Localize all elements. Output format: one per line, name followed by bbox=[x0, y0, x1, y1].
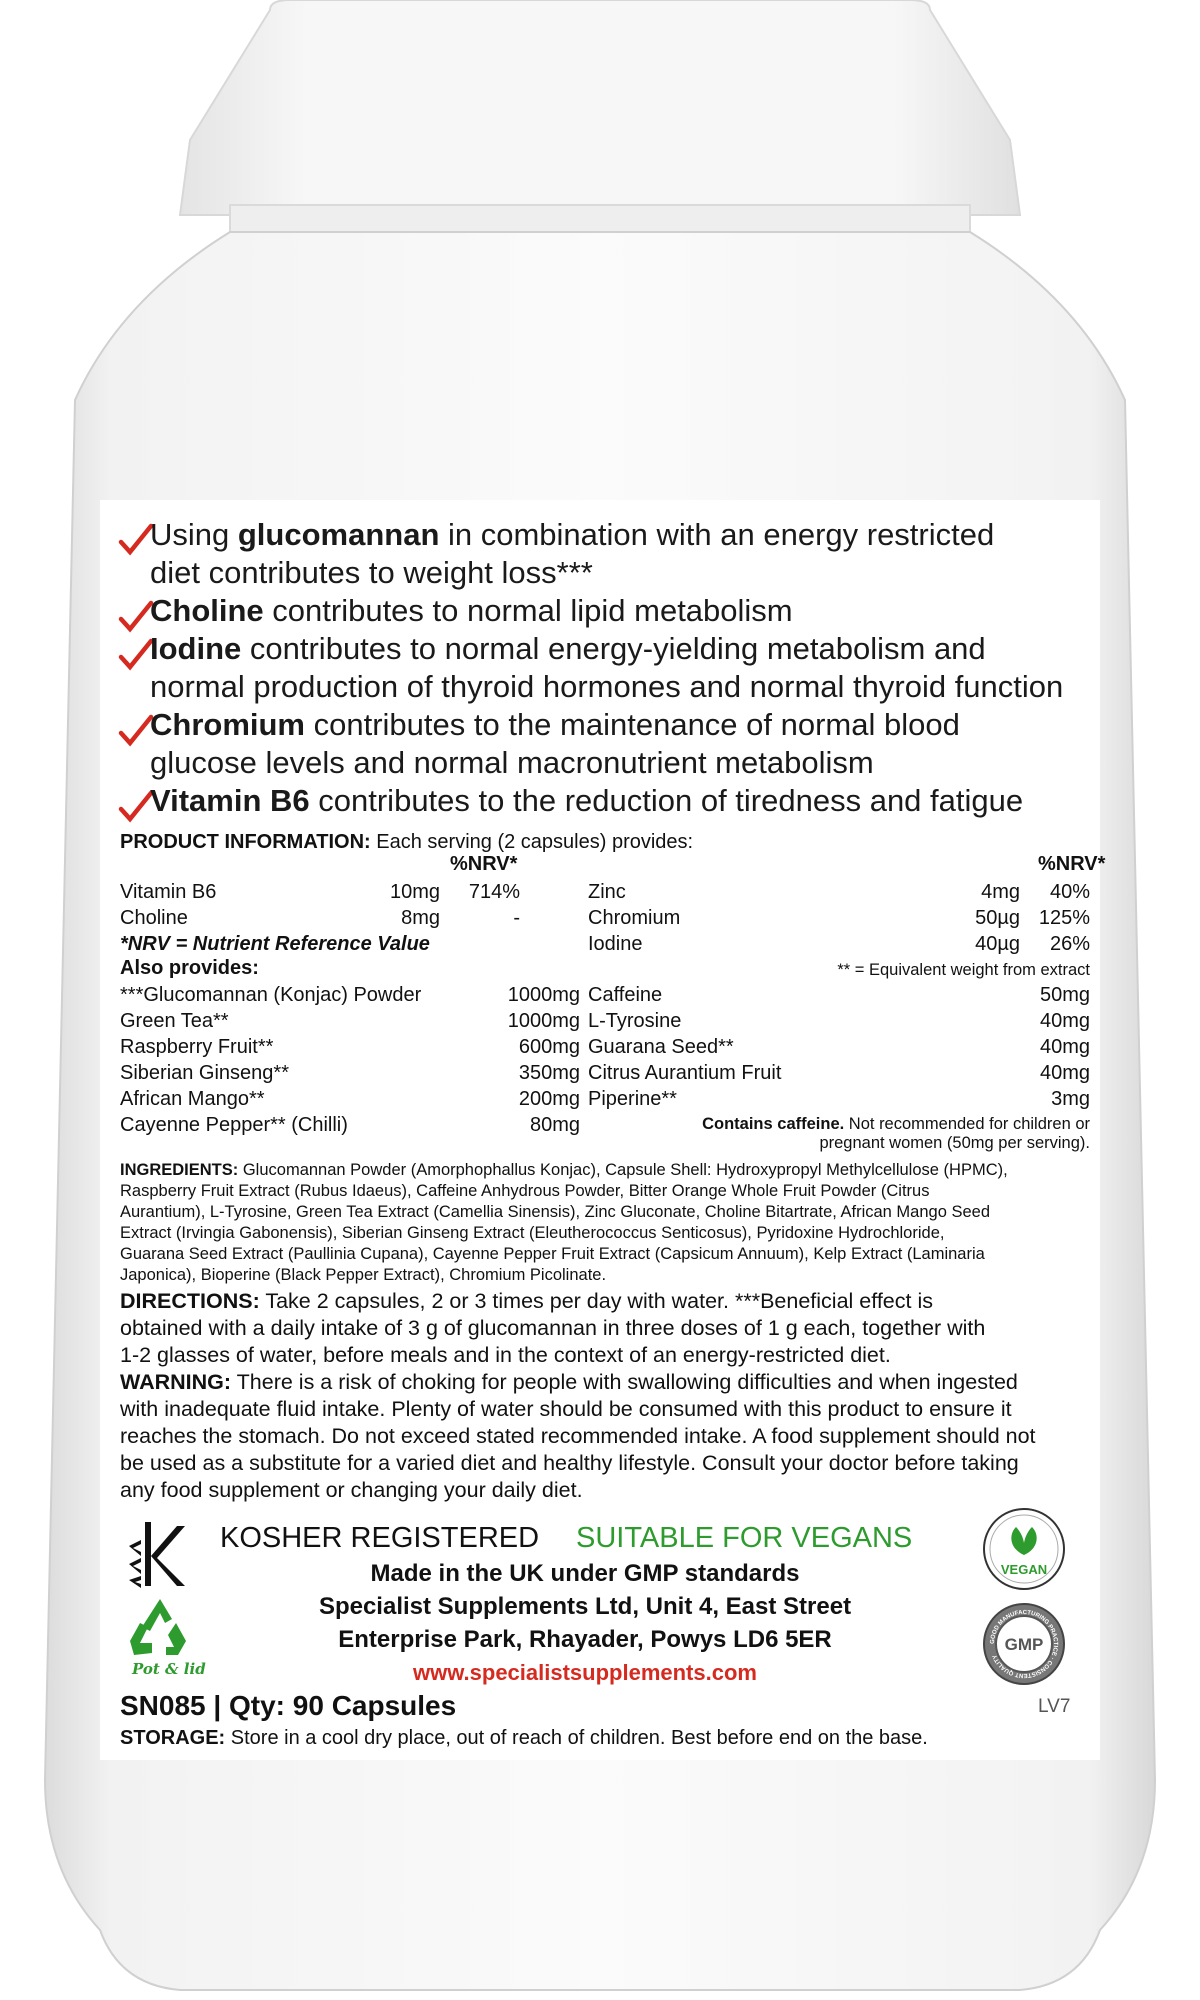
nutrient-nrv: 26% bbox=[1049, 933, 1090, 955]
extract-amount: 40mg bbox=[1039, 1062, 1090, 1084]
extract-name: Green Tea** bbox=[120, 1010, 229, 1032]
warning-line: with inadequate fluid intake. Plenty of water should be consumed with this product to ensure it bbox=[120, 1397, 1012, 1421]
warning-line: be used as a substitute for a varied diet and healthy lifestyle. Consult your doctor before taking bbox=[120, 1451, 1019, 1475]
extract-name: Cayenne Pepper** (Chilli) bbox=[120, 1114, 348, 1136]
extract-amount: 40mg bbox=[1039, 1036, 1090, 1058]
ingredients-line: Aurantium), L-Tyrosine, Green Tea Extract (Camellia Sinensis), Zinc Gluconate, Choline Bitartrate, African Mango Seed bbox=[120, 1203, 991, 1221]
extract-amount: 1000mg bbox=[507, 1010, 580, 1032]
website-link[interactable]: www.specialistsupplements.com bbox=[413, 1660, 757, 1685]
directions-line: DIRECTIONS: Take 2 capsules, 2 or 3 times per day with water. ***Beneficial effect is bbox=[120, 1289, 933, 1313]
warning-line: reaches the stomach. Do not exceed stated recommended intake. A food supplement should not bbox=[120, 1424, 1036, 1448]
extract-name: Raspberry Fruit** bbox=[120, 1036, 274, 1058]
product-info-heading: PRODUCT INFORMATION: Each serving (2 capsules) provides: bbox=[120, 831, 694, 853]
nutrient-amount: 8mg bbox=[401, 907, 440, 929]
extract-name: Siberian Ginseng** bbox=[120, 1062, 289, 1084]
gmp-ring-text: GOOD MANUFACTURING PRACTICE · CONSISTENT QUALITY bbox=[989, 1609, 1059, 1679]
nutrient-name: Chromium bbox=[588, 907, 681, 929]
extract-amount: 200mg bbox=[518, 1088, 580, 1110]
caffeine-warning: Contains caffeine. Not recommended for children or bbox=[702, 1115, 1090, 1133]
nutrient-amount: 40µg bbox=[975, 933, 1020, 955]
nrv-header-left: %NRV* bbox=[450, 853, 518, 875]
extract-amount: 50mg bbox=[1039, 984, 1090, 1006]
benefit-vitamin-b6: Vitamin B6 contributes to the reduction of tiredness and fatigue bbox=[150, 783, 1024, 818]
kosher-logo bbox=[125, 1518, 195, 1590]
extract-name: Caffeine bbox=[588, 984, 663, 1006]
checkmark-icon bbox=[118, 789, 154, 825]
address-line: Specialist Supplements Ltd, Unit 4, East Street bbox=[318, 1593, 852, 1620]
extract-name: ***Glucomannan (Konjac) Powder bbox=[120, 984, 422, 1006]
extract-name: Piperine** bbox=[588, 1088, 677, 1110]
ingredients-line: Raspberry Fruit Extract (Rubus Idaeus), Caffeine Anhydrous Powder, Bitter Orange Whole Fruit Powder (Citrus bbox=[120, 1182, 930, 1200]
benefit-iodine-line2: normal production of thyroid hormones and normal thyroid function bbox=[150, 669, 1064, 704]
vegan-badge-icon bbox=[980, 1505, 1068, 1593]
extract-amount: 600mg bbox=[518, 1036, 580, 1058]
nutrient-name: Vitamin B6 bbox=[120, 881, 217, 903]
benefit-choline: Choline contributes to normal lipid metabolism bbox=[150, 593, 793, 628]
nutrient-name: Zinc bbox=[588, 881, 626, 903]
extract-amount: 350mg bbox=[518, 1062, 580, 1084]
kosher-text: KOSHER REGISTERED bbox=[220, 1522, 540, 1554]
benefit-chromium: Chromium contributes to the maintenance of normal blood bbox=[150, 707, 960, 742]
warning-line: WARNING: There is a risk of choking for people with swallowing difficulties and when ingested bbox=[120, 1370, 1018, 1394]
gmp-badge-icon bbox=[980, 1600, 1068, 1688]
extract-amount: 80mg bbox=[529, 1114, 580, 1136]
extract-name: Citrus Aurantium Fruit bbox=[588, 1062, 782, 1084]
benefit-glucomannan: Using glucomannan in combination with an energy restricted bbox=[150, 517, 995, 552]
extract-name: L-Tyrosine bbox=[588, 1010, 682, 1032]
nutrient-name: Choline bbox=[120, 907, 188, 929]
nutrient-name: Iodine bbox=[588, 933, 643, 955]
nutrient-nrv: 714% bbox=[468, 881, 520, 903]
nrv-header-right: %NRV* bbox=[1038, 853, 1106, 875]
product-label bbox=[110, 500, 1106, 1760]
recycle-label: Pot & lid bbox=[132, 1660, 206, 1678]
ingredients-line: Japonica), Bioperine (Black Pepper Extract), Chromium Picolinate. bbox=[120, 1266, 607, 1284]
address-line: Enterprise Park, Rhayader, Powys LD6 5ER bbox=[338, 1626, 832, 1653]
checkmark-icon bbox=[118, 713, 154, 749]
made-in-uk: Made in the UK under GMP standards bbox=[370, 1560, 800, 1587]
vegan-badge-text: VEGAN bbox=[1000, 1562, 1048, 1577]
checkmark-icon bbox=[118, 522, 154, 558]
equivalent-note: ** = Equivalent weight from extract bbox=[837, 961, 1090, 979]
benefit-glucomannan-line2: diet contributes to weight loss*** bbox=[150, 555, 593, 590]
nutrient-nrv: 40% bbox=[1049, 881, 1090, 903]
storage-line: STORAGE: Store in a cool dry place, out of reach of children. Best before end on the base. bbox=[120, 1727, 928, 1749]
also-provides-heading: Also provides: bbox=[120, 957, 259, 979]
gmp-badge-text: GMP bbox=[1004, 1635, 1044, 1654]
benefit-iodine: Iodine contributes to normal energy-yielding metabolism and bbox=[150, 631, 986, 666]
recycle-icon bbox=[120, 1595, 200, 1665]
checkmark-icon bbox=[118, 637, 154, 673]
nutrient-nrv: 125% bbox=[1038, 907, 1090, 929]
extract-amount: 1000mg bbox=[507, 984, 580, 1006]
warning-line: any food supplement or changing your daily diet. bbox=[120, 1478, 583, 1502]
ingredients-line: Guarana Seed Extract (Paullinia Cupana), Cayenne Pepper Fruit Extract (Capsicum Annuum), Kelp Extract (Laminaria bbox=[120, 1245, 985, 1263]
extract-name: Guarana Seed** bbox=[588, 1036, 734, 1058]
nutrient-nrv: - bbox=[513, 907, 520, 929]
extract-name: African Mango** bbox=[120, 1088, 265, 1110]
nutrient-amount: 50µg bbox=[975, 907, 1020, 929]
extract-amount: 40mg bbox=[1039, 1010, 1090, 1032]
product-code: SN085 | Qty: 90 Capsules bbox=[120, 1690, 457, 1721]
version-code: LV7 bbox=[1038, 1696, 1071, 1717]
vegan-text: SUITABLE FOR VEGANS bbox=[576, 1522, 913, 1554]
directions-line: obtained with a daily intake of 3 g of glucomannan in three doses of 1 g each, together with bbox=[120, 1316, 986, 1340]
checkmark-icon bbox=[118, 599, 154, 635]
caffeine-warning-line2: pregnant women (50mg per serving). bbox=[819, 1134, 1090, 1152]
directions-line: 1-2 glasses of water, before meals and in the context of an energy-restricted diet. bbox=[120, 1343, 891, 1367]
ingredients-line: INGREDIENTS: Glucomannan Powder (Amorphophallus Konjac), Capsule Shell: Hydroxypropyl Methylcellulose (HPMC), bbox=[120, 1161, 1008, 1179]
extract-amount: 3mg bbox=[1051, 1088, 1090, 1110]
benefit-chromium-line2: glucose levels and normal macronutrient metabolism bbox=[150, 745, 874, 780]
nrv-note: *NRV = Nutrient Reference Value bbox=[120, 933, 430, 955]
ingredients-line: Extract (Irvingia Gabonensis), Siberian Ginseng Extract (Eleutherococcus Senticosus), Pyridoxine Hydrochloride, bbox=[120, 1224, 945, 1242]
nutrient-amount: 10mg bbox=[389, 881, 440, 903]
nutrient-amount: 4mg bbox=[981, 881, 1020, 903]
